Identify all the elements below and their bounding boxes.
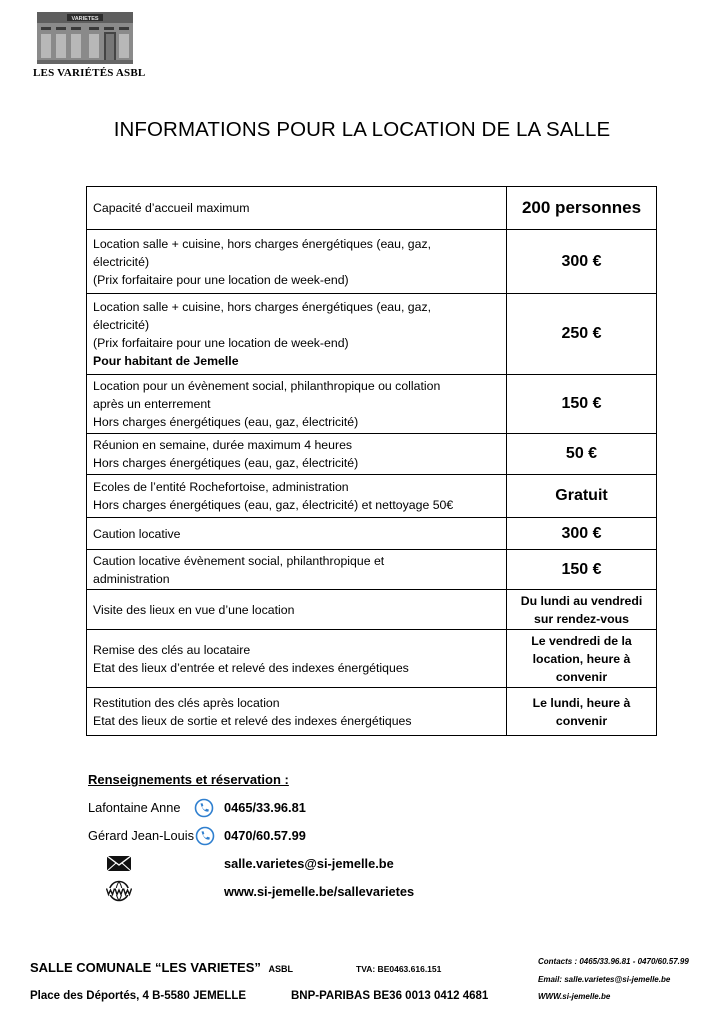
www-globe-icon — [106, 880, 132, 902]
row-description: Restitution des clés après location Etat des lieux de sortie et relevé des indexes énergétiques — [87, 688, 507, 736]
building-facade-image — [37, 12, 133, 64]
phone-icon — [194, 798, 214, 818]
contact-phone[interactable]: 0465/33.96.81 — [224, 800, 306, 815]
logo-sign-text: VARIETES — [71, 16, 99, 22]
table-row — [87, 230, 657, 294]
table-row — [87, 518, 657, 550]
row-description: Ecoles de l’entité Rochefortoise, administration Hors charges énergétiques (eau, gaz, électricité) et nettoyage 50€ — [87, 475, 507, 518]
table-row — [87, 375, 657, 434]
row-description: Caution locative — [87, 518, 507, 550]
contact-name: Lafontaine Anne — [88, 800, 181, 815]
row-description: Capacité d’accueil maximum — [87, 187, 507, 230]
footer-bank: BNP-PARIBAS BE36 0013 0412 4681 — [291, 990, 489, 1002]
phone-icon — [195, 826, 215, 846]
table-row — [87, 187, 657, 230]
row-description: Remise des clés au locataire Etat des lieux d’entrée et relevé des indexes énergétiques — [87, 630, 507, 688]
contact-name: Gérard Jean-Louis — [88, 828, 194, 843]
page-title: INFORMATIONS POUR LA LOCATION DE LA SALLE — [113, 118, 611, 141]
table-row — [87, 688, 657, 736]
table-row — [87, 294, 657, 375]
contacts-heading: Renseignements et réservation : — [88, 772, 289, 787]
logo-name: LES VARIÉTÉS ASBL — [33, 67, 146, 79]
logo — [33, 12, 146, 79]
footer-contacts: Contacts : 0465/33.96.81 - 0470/60.57.99 — [538, 957, 689, 966]
contact-phone[interactable]: 0470/60.57.99 — [224, 828, 306, 843]
table-row — [87, 475, 657, 518]
row-description: Location salle + cuisine, hors charges énergétiques (eau, gaz, électricité) (Prix forfaitaire pour une location de week-end) — [87, 230, 507, 294]
footer-org-name: SALLE COMUNALE “LES VARIETES” ASBL — [30, 960, 294, 975]
row-description: Visite des lieux en vue d’une location — [87, 590, 507, 630]
row-value: 250 € — [507, 294, 657, 375]
footer-address: Place des Déportés, 4 B-5580 JEMELLE — [30, 990, 247, 1002]
row-description: Caution locative évènement social, philanthropique et administration — [87, 550, 507, 590]
row-value: 300 € — [507, 518, 657, 550]
envelope-icon — [106, 853, 132, 873]
footer-vat: TVA: BE0463.616.151 — [356, 964, 442, 974]
footer-email: Email: salle.varietes@si-jemelle.be — [538, 975, 671, 984]
row-description: Location pour un évènement social, philanthropique ou collation après un enterrement Hors charges énergétiques (eau, gaz, électricité) — [87, 375, 507, 434]
contact-website[interactable]: www.si-jemelle.be/sallevarietes — [224, 884, 415, 899]
row-value: Le lundi, heure à convenir — [507, 688, 657, 736]
rates-table — [86, 186, 657, 736]
row-value: Gratuit — [507, 475, 657, 518]
page-footer — [0, 950, 724, 1010]
row-value: Du lundi au vendredi sur rendez-vous — [507, 590, 657, 630]
table-row — [87, 550, 657, 590]
row-value: 200 personnes — [507, 187, 657, 230]
contact-email[interactable]: salle.varietes@si-jemelle.be — [224, 856, 394, 871]
row-value: Le vendredi de la location, heure à convenir — [507, 630, 657, 688]
row-value: 150 € — [507, 550, 657, 590]
row-description: Location salle + cuisine, hors charges énergétiques (eau, gaz, électricité) (Prix forfaitaire pour une location de week-end) Pour habitant de Jemelle — [87, 294, 507, 375]
contacts-section — [88, 772, 508, 899]
footer-web: WWW.si-jemelle.be — [538, 992, 611, 1001]
row-value: 50 € — [507, 434, 657, 475]
row-description: Réunion en semaine, durée maximum 4 heures Hors charges énergétiques (eau, gaz, électricité) — [87, 434, 507, 475]
table-row — [87, 590, 657, 630]
table-row — [87, 630, 657, 688]
row-value: 150 € — [507, 375, 657, 434]
row-value: 300 € — [507, 230, 657, 294]
table-row — [87, 434, 657, 475]
